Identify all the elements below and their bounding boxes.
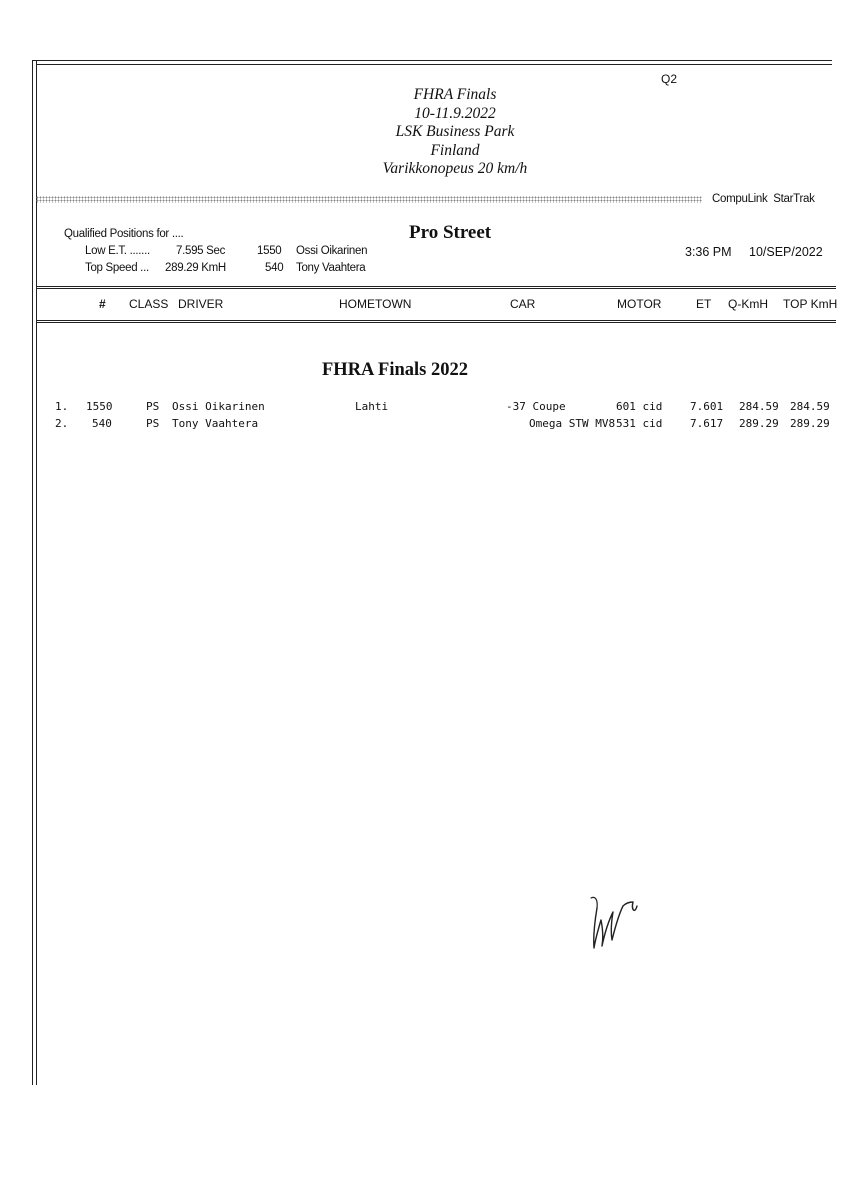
row-motor: 601 cid	[616, 400, 663, 413]
column-header-bottom-rule	[36, 320, 836, 321]
row-position: 2.	[55, 417, 69, 430]
col-top-kmh: TOP KmH	[783, 297, 838, 311]
top-speed-label: Top Speed ...	[85, 262, 149, 274]
col-car: CAR	[510, 297, 536, 311]
col-qkmh: Q-KmH	[728, 297, 768, 311]
row-motor: 531 cid	[616, 417, 663, 430]
row-car: Omega STW MV8	[529, 417, 616, 430]
col-num: #	[99, 297, 106, 311]
col-class: CLASS	[129, 297, 169, 311]
top-speed-number: 540	[265, 262, 284, 274]
table-row	[0, 400, 848, 415]
col-hometown: HOMETOWN	[339, 297, 412, 311]
top-border-inner	[36, 64, 832, 65]
row-top-kmh: 284.59	[790, 400, 830, 413]
row-qkmh: 289.29	[739, 417, 779, 430]
row-class: PS	[146, 417, 160, 430]
row-number: 1550	[86, 400, 113, 413]
row-et: 7.601	[690, 400, 724, 413]
top-border-outer	[32, 60, 832, 61]
low-et-number: 1550	[257, 245, 282, 257]
header-line: LSK Business Park	[395, 123, 515, 140]
row-car: -37 Coupe	[506, 400, 566, 413]
header-line: Finland	[430, 141, 480, 159]
low-et-driver: Ossi Oikarinen	[296, 245, 368, 257]
col-et: ET	[696, 297, 712, 311]
top-speed-driver: Tony Vaahtera	[296, 262, 366, 274]
low-et-label: Low E.T. .......	[85, 245, 150, 257]
system-label: CompuLink StarTrak	[712, 193, 815, 205]
column-header-bottom-rule-2	[36, 322, 836, 323]
print-time: 3:36 PM	[685, 245, 732, 259]
left-border-outer	[32, 60, 33, 1085]
row-top-kmh: 289.29	[790, 417, 830, 430]
column-header-top-rule-2	[36, 288, 836, 289]
event-title: FHRA Finals 2022	[322, 360, 468, 380]
low-et-value: 7.595 Sec	[176, 245, 226, 257]
column-header-top-rule	[36, 286, 836, 287]
header-line: FHRA Finals	[413, 86, 497, 103]
signature	[585, 880, 655, 960]
event-header	[330, 86, 580, 179]
col-driver: DRIVER	[178, 297, 224, 311]
row-driver: Ossi Oikarinen	[172, 400, 265, 413]
row-class: PS	[146, 400, 160, 413]
header-line: 10-11.9.2022	[414, 104, 496, 122]
print-date: 10/SEP/2022	[749, 245, 823, 259]
header-line: Varikkonopeus 20 km/h	[382, 160, 528, 177]
row-driver: Tony Vaahtera	[172, 417, 259, 430]
table-row	[0, 417, 848, 432]
row-number: 540	[92, 417, 112, 430]
col-motor: MOTOR	[617, 297, 662, 311]
qualified-label: Qualified Positions for ....	[64, 228, 184, 240]
page-code: Q2	[661, 72, 678, 86]
row-position: 1.	[55, 400, 69, 413]
row-et: 7.617	[690, 417, 724, 430]
row-qkmh: 284.59	[739, 400, 779, 413]
class-title: Pro Street	[409, 222, 492, 243]
top-speed-value: 289.29 KmH	[165, 262, 226, 274]
dotted-separator	[36, 196, 702, 203]
row-hometown: Lahti	[355, 400, 389, 413]
left-border-inner	[36, 60, 37, 1085]
